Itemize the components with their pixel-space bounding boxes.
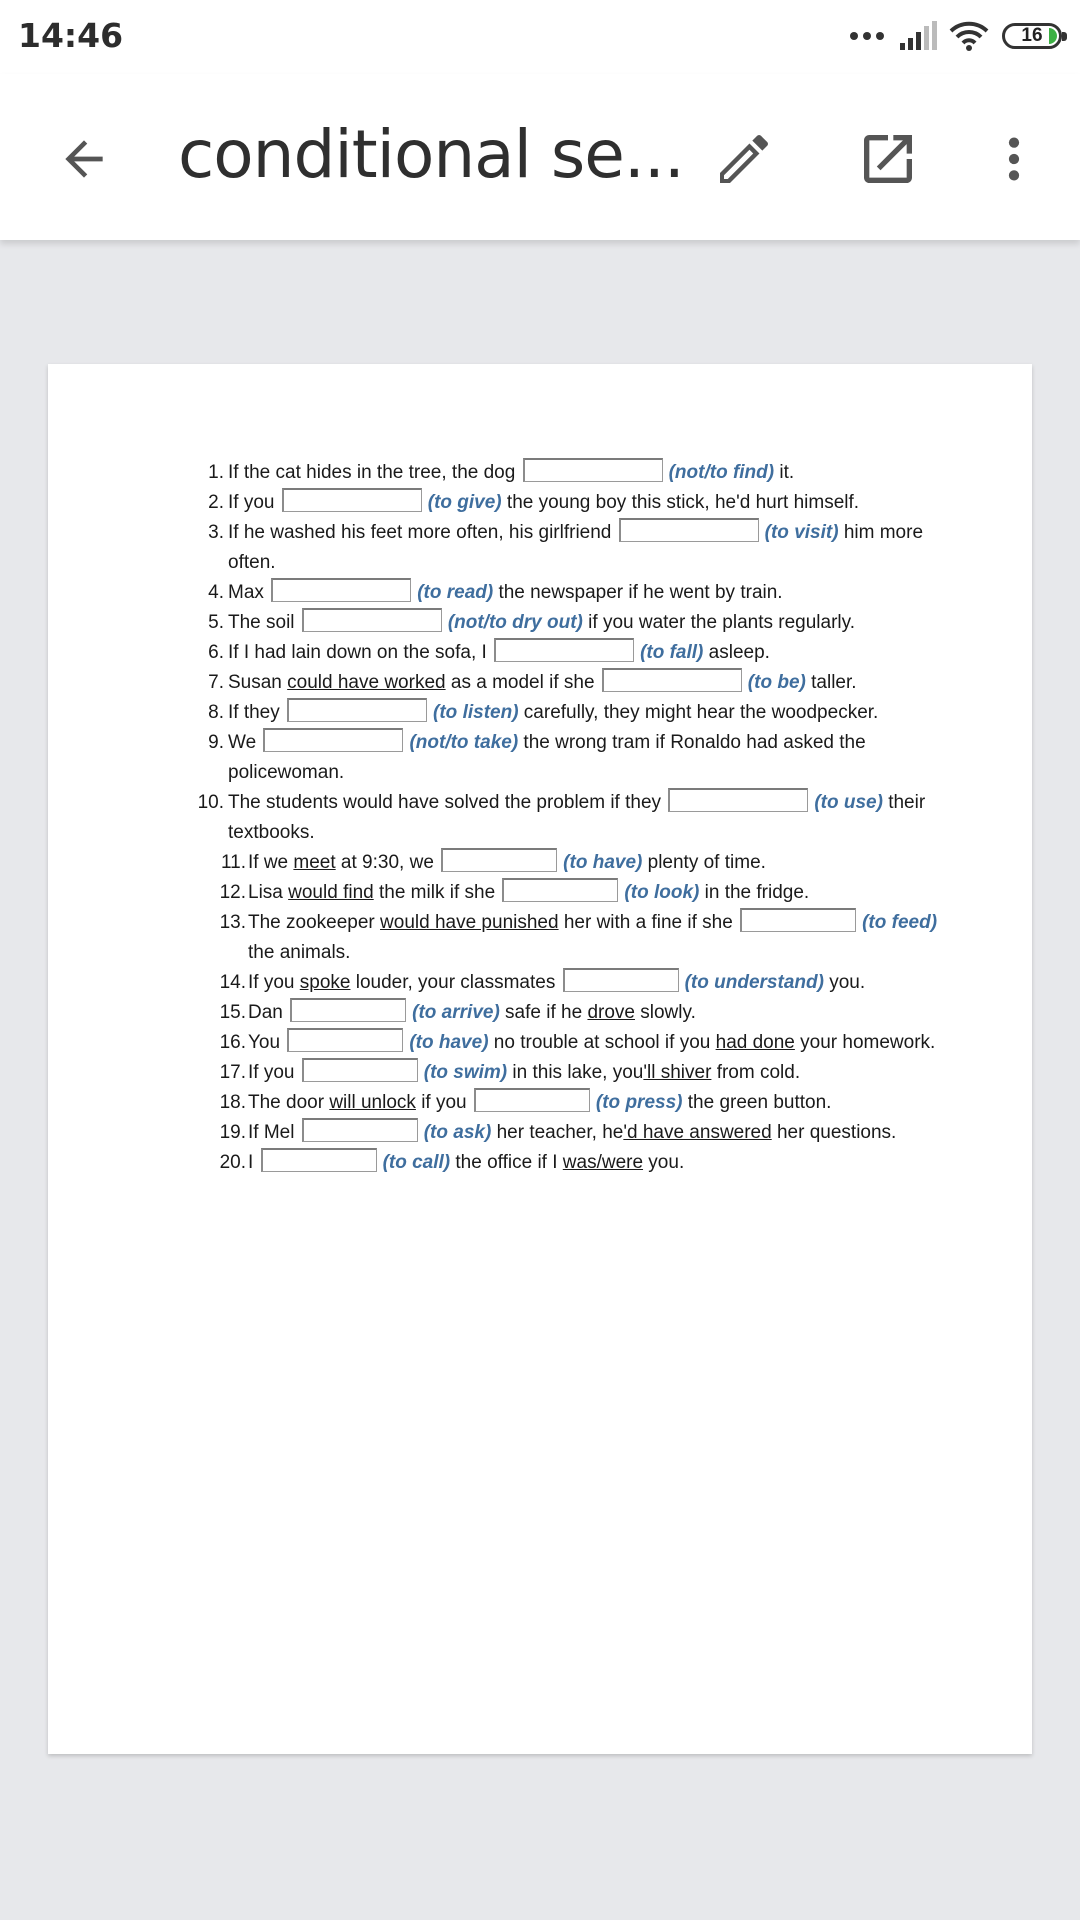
item-number: 2. (208, 492, 224, 513)
item-number: 20. (219, 1152, 246, 1173)
sentence-text: safe if he (499, 1002, 588, 1023)
item-number: 1. (208, 462, 224, 483)
answer-blank[interactable] (290, 998, 406, 1022)
item-number: 17. (219, 1062, 246, 1083)
document-page (48, 364, 1032, 1754)
sentence-text: the animals. (248, 942, 351, 963)
exercise-item (48, 1118, 1032, 1148)
document-title: conditional se... (178, 116, 684, 193)
answer-blank[interactable] (287, 1028, 403, 1052)
more-vert-icon (986, 131, 1042, 187)
item-number: 9. (208, 732, 224, 753)
underlined-text: spoke (299, 972, 351, 993)
sentence-text: carefully, they might hear the woodpecker. (518, 702, 879, 723)
sentence-text: taller. (805, 672, 857, 693)
underlined-text: would find (288, 882, 374, 903)
sentence-text: her teacher, he (491, 1122, 624, 1143)
sentence-text: your homework. (794, 1032, 936, 1053)
verb-hint: (to be) (747, 672, 806, 693)
verb-hint: (to have) (563, 852, 643, 873)
answer-blank[interactable] (740, 908, 856, 932)
sentence-text: the office if I (450, 1152, 563, 1173)
sentence-text: The zookeeper (248, 912, 381, 933)
answer-blank[interactable] (619, 518, 759, 542)
answer-blank[interactable] (494, 638, 634, 662)
item-number: 4. (208, 582, 224, 603)
verb-hint: (to arrive) (412, 1002, 500, 1023)
status-time: 14:46 (18, 16, 124, 55)
exercise-item (48, 788, 1032, 848)
exercise-item (48, 608, 1032, 638)
sentence-text: If you (248, 972, 300, 993)
sentence-text: if you (415, 1092, 472, 1113)
answer-blank[interactable] (563, 968, 679, 992)
edit-button[interactable] (704, 119, 784, 199)
underlined-text: drove (587, 1002, 635, 1023)
verb-hint: (to have) (409, 1032, 489, 1053)
back-button[interactable] (44, 119, 124, 199)
app-bar (0, 74, 1080, 240)
verb-hint: (to ask) (423, 1122, 492, 1143)
wifi-icon (948, 20, 990, 52)
answer-blank[interactable] (502, 878, 618, 902)
battery-level-text: 16 (1021, 25, 1043, 46)
item-number: 5. (208, 612, 224, 633)
item-number: 6. (208, 642, 224, 663)
exercise-item (48, 638, 1032, 668)
item-number: 3. (208, 522, 224, 543)
sentence-text: in this lake, you (507, 1062, 644, 1083)
more-notifications-icon (850, 32, 884, 40)
item-number: 8. (208, 702, 224, 723)
sentence-text: the newspaper if he went by train. (493, 582, 783, 603)
sentence-text: plenty of time. (642, 852, 766, 873)
pencil-icon (712, 127, 776, 191)
sentence-text: If they (228, 702, 286, 723)
sentence-text: The soil (228, 612, 300, 633)
verb-hint: (to fall) (640, 642, 704, 663)
item-number: 15. (219, 1002, 246, 1023)
signal-icon (898, 21, 938, 51)
exercise-item (48, 878, 1032, 908)
exercise-item (48, 698, 1032, 728)
exercise-item (48, 1058, 1032, 1088)
item-number: 16. (219, 1032, 246, 1053)
exercise-item (48, 968, 1032, 998)
sentence-text: Lisa (248, 882, 289, 903)
sentence-text: slowly. (634, 1002, 696, 1023)
sentence-text: you. (823, 972, 866, 993)
underlined-text: was/were (562, 1152, 644, 1173)
sentence-text: If the cat hides in the tree, the dog (228, 462, 521, 483)
sentence-text: from cold. (711, 1062, 801, 1083)
sentence-text: him more often. (228, 522, 924, 573)
sentence-text: it. (774, 462, 795, 483)
exercise-item (48, 488, 1032, 518)
verb-hint: (to press) (595, 1092, 683, 1113)
sentence-text: you. (643, 1152, 685, 1173)
status-icons (850, 18, 1062, 54)
exercise-item (48, 578, 1032, 608)
sentence-text: Susan (228, 672, 288, 693)
sentence-text: If you (248, 1062, 300, 1083)
battery-icon (1002, 23, 1062, 49)
answer-blank[interactable] (474, 1088, 590, 1112)
answer-blank[interactable] (441, 848, 557, 872)
verb-hint: (to listen) (433, 702, 519, 723)
underlined-text: 'll shiver (643, 1062, 712, 1083)
exercise-item (48, 848, 1032, 878)
answer-blank[interactable] (261, 1148, 377, 1172)
open-with-button[interactable] (848, 119, 928, 199)
sentence-text: as a model if she (445, 672, 600, 693)
answer-blank[interactable] (271, 578, 411, 602)
sentence-text: If I had lain down on the sofa, I (228, 642, 493, 663)
underlined-text: 'd have answered (623, 1122, 772, 1143)
sentence-text: If we (248, 852, 294, 873)
sentence-text: If he washed his feet more often, his girlfriend (228, 522, 617, 543)
sentence-text: We (228, 732, 262, 753)
exercise-item (48, 1088, 1032, 1118)
verb-hint: (to visit) (764, 522, 839, 543)
verb-hint: (not/to dry out) (447, 612, 583, 633)
sentence-text: If Mel (248, 1122, 300, 1143)
item-number: 14. (219, 972, 246, 993)
item-number: 19. (219, 1122, 246, 1143)
sentence-text: louder, your classmates (350, 972, 561, 993)
item-number: 18. (219, 1092, 246, 1113)
sentence-text: Max (228, 582, 270, 603)
item-number: 12. (219, 882, 246, 903)
verb-hint: (not/to take) (409, 732, 519, 753)
verb-hint: (to give) (427, 492, 502, 513)
answer-blank[interactable] (287, 698, 427, 722)
answer-blank[interactable] (668, 788, 808, 812)
verb-hint: (to use) (814, 792, 883, 813)
answer-blank[interactable] (302, 1058, 418, 1082)
exercise-item (48, 728, 1032, 788)
sentence-text: no trouble at school if you (488, 1032, 716, 1053)
exercise-item (48, 668, 1032, 698)
verb-hint: (to read) (417, 582, 494, 603)
sentence-text: the green button. (682, 1092, 832, 1113)
exercise-list (48, 458, 1032, 1178)
item-number: 10. (197, 792, 224, 813)
verb-hint: (to swim) (423, 1062, 508, 1083)
sentence-text: the milk if she (373, 882, 501, 903)
verb-hint: (to understand) (684, 972, 824, 993)
sentence-text: I (248, 1152, 259, 1173)
open-external-icon (856, 127, 920, 191)
status-bar (0, 0, 1080, 74)
sentence-text: their textbooks. (228, 792, 926, 843)
arrow-back-icon (56, 131, 112, 187)
verb-hint: (not/to find) (668, 462, 775, 483)
sentence-text: The students would have solved the problem if they (228, 792, 667, 813)
underlined-text: had done (715, 1032, 795, 1053)
exercise-item (48, 458, 1032, 488)
exercise-item (48, 1148, 1032, 1178)
exercise-item (48, 1028, 1032, 1058)
sentence-text: asleep. (703, 642, 770, 663)
sentence-text: If you (228, 492, 280, 513)
verb-hint: (to look) (624, 882, 700, 903)
sentence-text: in the fridge. (699, 882, 810, 903)
underlined-text: would have punished (380, 912, 559, 933)
underlined-text: will unlock (329, 1092, 416, 1113)
sentence-text: The door (248, 1092, 330, 1113)
sentence-text: Dan (248, 1002, 289, 1023)
sentence-text: her with a fine if she (558, 912, 739, 933)
answer-blank[interactable] (302, 1118, 418, 1142)
verb-hint: (to feed) (862, 912, 938, 933)
sentence-text: the wrong tram if Ronaldo had asked the policewoman. (228, 732, 866, 783)
item-number: 13. (219, 912, 246, 933)
answer-blank[interactable] (282, 488, 422, 512)
answer-blank[interactable] (523, 458, 663, 482)
underlined-text: could have worked (287, 672, 446, 693)
sentence-text: if you water the plants regularly. (582, 612, 856, 633)
answer-blank[interactable] (602, 668, 742, 692)
sentence-text: at 9:30, we (335, 852, 440, 873)
sentence-text: You (248, 1032, 286, 1053)
answer-blank[interactable] (302, 608, 442, 632)
exercise-item (48, 908, 1032, 968)
exercise-item (48, 998, 1032, 1028)
item-number: 11. (220, 852, 246, 873)
verb-hint: (to call) (382, 1152, 451, 1173)
sentence-text: her questions. (771, 1122, 897, 1143)
answer-blank[interactable] (263, 728, 403, 752)
exercise-item (48, 518, 1032, 578)
sentence-text: the young boy this stick, he'd hurt himself. (501, 492, 860, 513)
item-number: 7. (208, 672, 224, 693)
underlined-text: meet (293, 852, 336, 873)
more-options-button[interactable] (974, 119, 1054, 199)
